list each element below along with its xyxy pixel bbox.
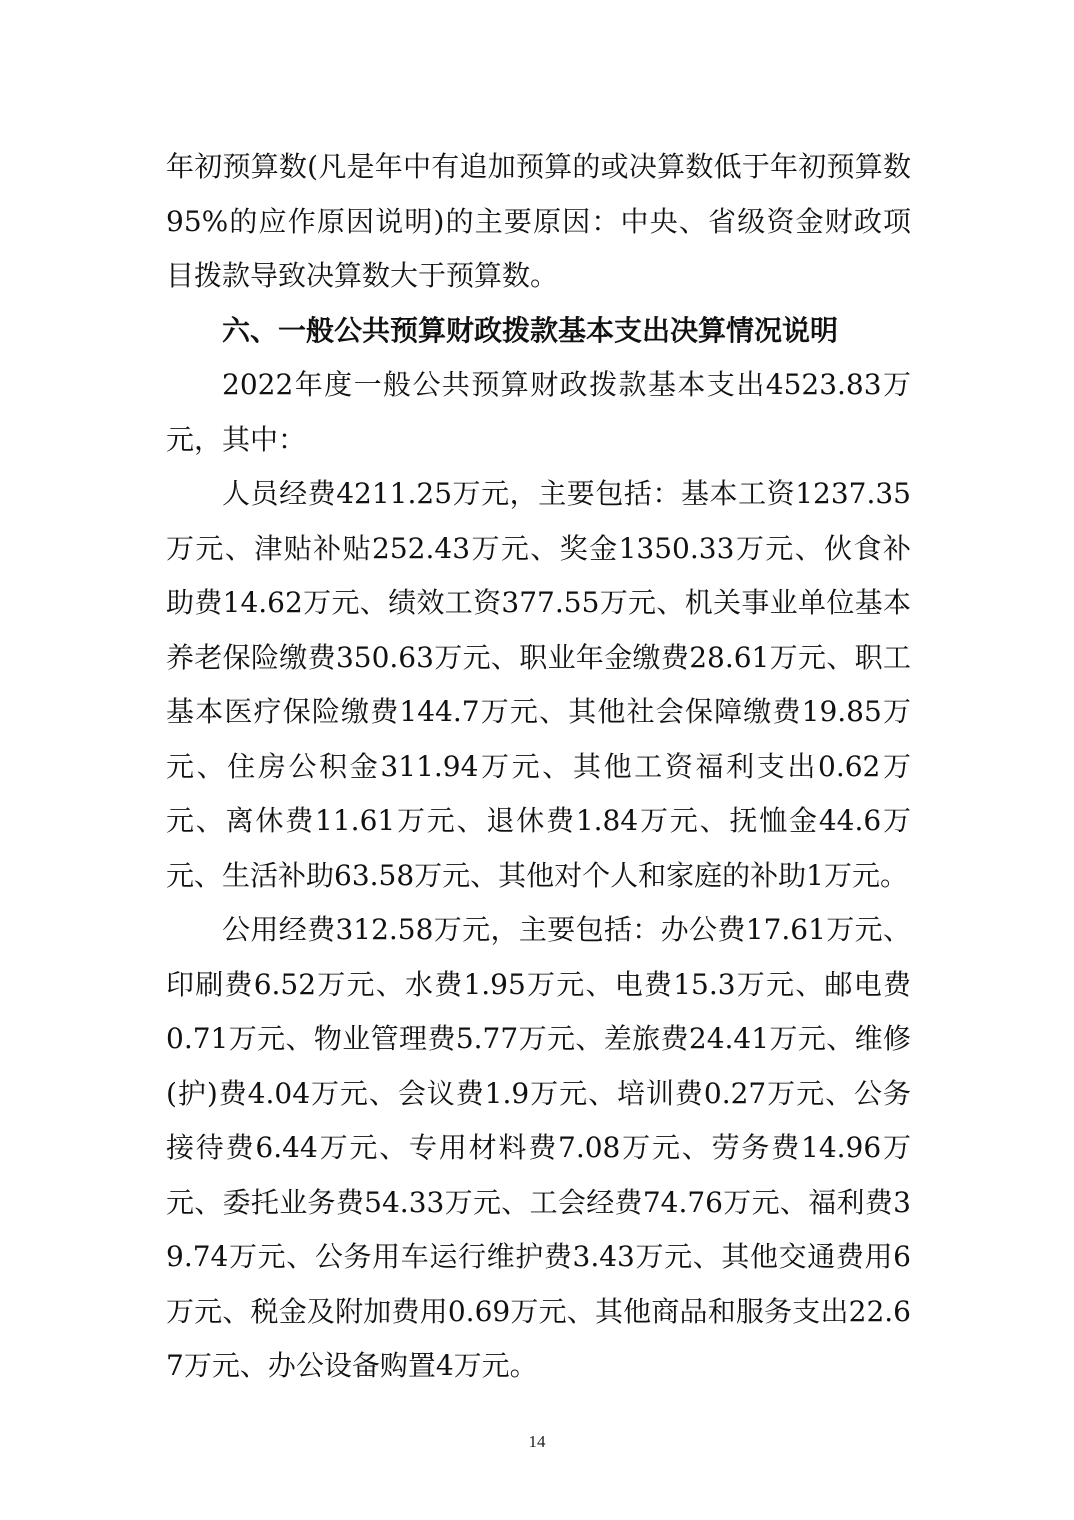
paragraph-budget-reason: 年初预算数(凡是年中有追加预算的或决算数低于年初预算数95%的应作原因说明)的主要原因：中央、省级资金财政项目拨款导致决算数大于预算数。 (166, 150, 911, 292)
section-heading-basic-expenditure: 六、一般公共预算财政拨款基本支出决算情况说明 (222, 313, 839, 347)
paragraph-basic-expenditure-total: 2022年度一般公共预算财政拨款基本支出4523.83万元，其中： (166, 368, 911, 456)
paragraph-public-expenses: 公用经费312.58万元，主要包括：办公费17.61万元、印刷费6.52万元、水费1.95万元、电费15.3万元、邮电费0.71万元、物业管理费5.77万元、差旅费24.41万元、维修(护)费4.04万元、会议费1.9万元、培训费0.27万元、公务接待费6.44万元、专用材料费7.08万元、劳务费14.96万元、委托业务费54.33万元、工会经费74.76万元、福利费39.74万元、公务用车运行维护费3.43万元、其他交通费用6万元、税金及附加费用0.69万元、其他商品和服务支出22.67万元、办公设备购置4万元。 (166, 913, 911, 1382)
page-number: 14 (528, 1432, 546, 1451)
paragraph-personnel-expenses: 人员经费4211.25万元，主要包括：基本工资1237.35万元、津贴补贴252.43万元、奖金1350.33万元、伙食补助费14.62万元、绩效工资377.55万元、机关事业单位基本养老保险缴费350.63万元、职业年金缴费28.61万元、职工基本医疗保险缴费144.7万元、其他社会保障缴费19.85万元、住房公积金311.94万元、其他工资福利支出0.62万元、离休费11.61万元、退休费1.84万元、抚恤金44.6万元、生活补助63.58万元、其他对个人和家庭的补助1万元。 (166, 477, 911, 892)
document-body (166, 140, 911, 1394)
